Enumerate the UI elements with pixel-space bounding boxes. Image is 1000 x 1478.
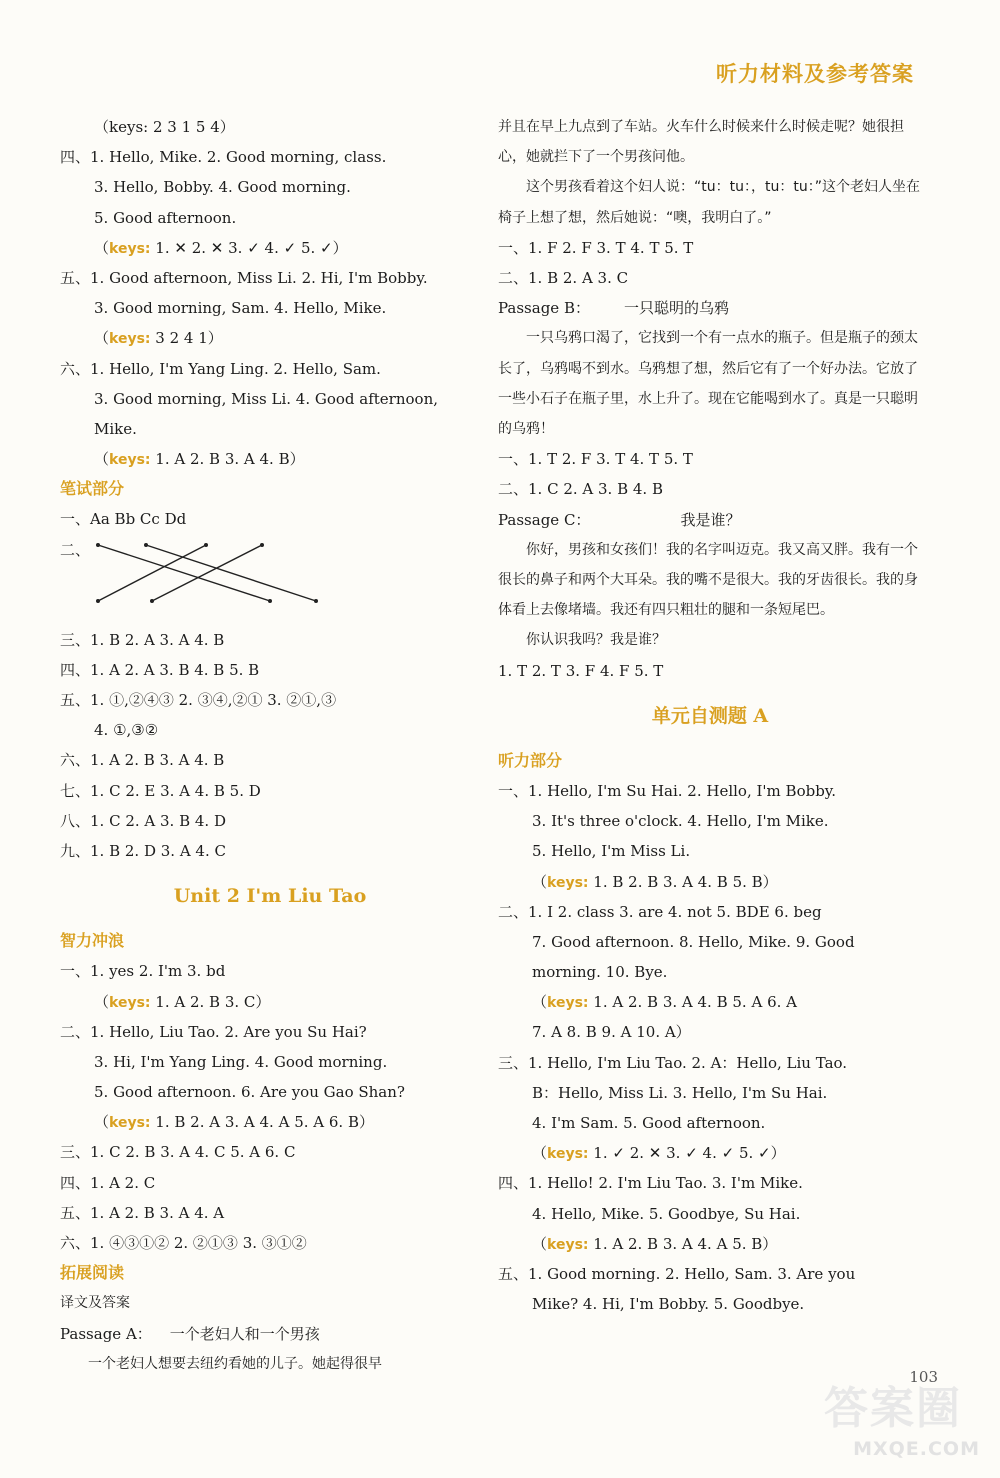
answer-line: 三、1. Hello, I'm Liu Tao. 2. A：Hello, Liu Tao. [498, 1053, 848, 1072]
watermark [810, 1370, 980, 1460]
passage-title: 我是谁？ [680, 510, 741, 529]
keys-line: （keys: 1. A 2. B 3. A 4. B） [94, 450, 305, 469]
passage-label: Passage A： [60, 1324, 152, 1343]
answer-line: 3. Hello, Bobby. 4. Good morning. [94, 178, 351, 197]
passage-title: 一只聪明的乌鸦 [623, 299, 729, 318]
answer-line: 4. I'm Sam. 5. Good afternoon. [532, 1114, 766, 1132]
answer-line: 5. Good afternoon. 6. Are you Gao Shan? [94, 1083, 405, 1102]
keys-label: keys: [547, 1236, 589, 1253]
answer-line: 3. It's three o'clock. 4. Hello, I'm Mike. [532, 812, 829, 831]
answer-line: morning. 10. Bye. [532, 963, 668, 982]
keys-value: 1. B 2. B 3. A 4. B 5. B） [588, 872, 778, 891]
passage-heading [498, 293, 922, 323]
answer-line: B：Hello, Miss Li. 3. Hello, I'm Su Hai. [532, 1083, 828, 1102]
unit-test-title: 单元自测题 A [651, 704, 769, 727]
matching-diagram [94, 535, 334, 625]
keys-line: （keys: 1. ✕ 2. ✕ 3. ✓ 4. ✓ 5. ✓） [94, 238, 348, 257]
answer-line: 二、1. I 2. class 3. are 4. not 5. BDE 6. beg [498, 902, 822, 921]
answer-line: 7. A 8. B 9. A 10. A） [532, 1023, 691, 1042]
answer-line: 3. Good morning, Sam. 4. Hello, Mike. [94, 299, 387, 318]
watermark-url: MXQE.COM [853, 1438, 980, 1460]
unit-title: Unit 2 I'm Liu Tao [173, 885, 367, 908]
answer-line: Mike. [94, 419, 137, 438]
answer-line: 7. Good afternoon. 8. Hello, Mike. 9. Good [532, 932, 855, 951]
keys-line: （keys: 3 2 4 1） [94, 329, 223, 348]
match-line [98, 545, 206, 601]
answer-line: 4. ①,③② [94, 721, 159, 740]
keys-label: keys: [109, 331, 151, 348]
keys-line: （keys: 1. A 2. B 3. A 4. B 5. A 6. A [532, 993, 797, 1012]
section-heading-extended: 拓展阅读 [60, 1263, 125, 1283]
answer-line: 五、1. ①,②④③ 2. ③④,②① 3. ②①,③ [60, 691, 337, 709]
answer-line: 六、1. A 2. B 3. A 4. B [60, 751, 225, 770]
passage-text: 一个老妇人想要去纽约看她的儿子。她起得很早 [88, 1355, 382, 1372]
keys-value: 1. A 2. B 3. A 4. A 5. B） [588, 1234, 778, 1253]
keys-label: keys: [109, 452, 151, 469]
keys-line: （keys: 1. B 2. A 3. A 4. A 5. A 6. B） [94, 1113, 374, 1132]
keys-line: （keys: 1. A 2. B 3. C） [94, 992, 271, 1011]
match-line [146, 545, 316, 601]
keys-value: 1. B 2. A 3. A 4. A 5. A 6. B） [150, 1113, 374, 1132]
answer-line: 八、1. C 2. A 3. B 4. D [60, 811, 226, 830]
keys-label: keys: [109, 1115, 151, 1132]
passage-text: 这个男孩看着这个妇人说：“tu：tu：，tu：tu：”这个老妇人坐在椅子上想了想，然后她说：“噢，我明白了。” [498, 179, 920, 226]
answer-line: 三、1. C 2. B 3. A 4. C 5. A 6. C [60, 1143, 296, 1162]
answer-line: 3. Good morning, Miss Li. 4. Good afternoon, [94, 389, 439, 408]
keys-line: （keys: 1. ✓ 2. ✕ 3. ✓ 4. ✓ 5. ✓） [532, 1144, 786, 1163]
answer-line: 3. Hi, I'm Yang Ling. 4. Good morning. [94, 1052, 388, 1071]
answer-line: 九、1. B 2. D 3. A 4. C [60, 841, 226, 860]
answer-line: 一、1. T 2. F 3. T 4. T 5. T [498, 450, 693, 469]
right-column [498, 112, 922, 1319]
keys-label: keys: [109, 240, 151, 257]
passage-title: 一个老妇人和一个男孩 [169, 1324, 320, 1343]
left-column [60, 112, 480, 1379]
answer-line: 五、1. Good afternoon, Miss Li. 2. Hi, I'm Bobby. [60, 268, 428, 287]
page-number: 103 [909, 1368, 938, 1386]
keys-value: 1. A 2. B 3. A 4. B） [150, 450, 305, 469]
keys-label: keys: [547, 1146, 589, 1163]
keys-value: 1. A 2. B 3. C） [150, 992, 271, 1011]
passage-text: 并且在早上九点到了车站。火车什么时候来什么时候走呢？她很担心，她就拦下了一个男孩问他。 [498, 119, 904, 166]
answer-line: 二、1. Hello, Liu Tao. 2. Are you Su Hai? [60, 1022, 367, 1041]
passage-text: 一只乌鸦口渴了，它找到一个有一点水的瓶子。但是瓶子的颈太长了，乌鸦喝不到水。乌鸦想了想，然后它有了一个好办法。它放了一些小石子在瓶子里，水上升了。现在它能喝到水了。真是一只聪明的乌鸦！ [498, 330, 918, 437]
answer-line: 4. Hello, Mike. 5. Goodbye, Su Hai. [532, 1204, 801, 1223]
answer-line: 四、1. Hello, Mike. 2. Good morning, class. [60, 148, 387, 167]
answer-line: 二、1. B 2. A 3. C [498, 269, 629, 287]
answer-line: 5. Hello, I'm Miss Li. [532, 842, 691, 861]
answer-line: 一、1. yes 2. I'm 3. bd [60, 962, 226, 981]
answer-line: Mike? 4. Hi, I'm Bobby. 5. Goodbye. [532, 1295, 805, 1314]
keys-value: 1. ✓ 2. ✕ 3. ✓ 4. ✓ 5. ✓） [588, 1144, 786, 1163]
passage-text: 你好，男孩和女孩们！我的名字叫迈克。我又高又胖。我有一个很长的鼻子和两个大耳朵。我的嘴不是很大。我的牙齿很长。我的身体看上去像堵墙。我还有四只粗壮的腿和一条短尾巴。 [498, 541, 918, 619]
passage-text: 你认识我吗？我是谁？ [526, 632, 666, 649]
keys-label: keys: [109, 994, 151, 1011]
keys-label: keys: [547, 874, 589, 891]
header-title: 听力材料及参考答案 [716, 62, 914, 86]
answer-line: 一、1. F 2. F 3. T 4. T 5. T [498, 238, 694, 257]
answer-line: 一、Aa Bb Cc Dd [60, 510, 187, 529]
answer-line: 七、1. C 2. E 3. A 4. B 5. D [60, 781, 261, 800]
keys-value: 1. A 2. B 3. A 4. B 5. A 6. A [588, 993, 797, 1012]
answer-line: 三、1. B 2. A 3. A 4. B [60, 630, 225, 649]
keys-label: keys: [547, 995, 589, 1012]
section-heading-written: 笔试部分 [60, 479, 125, 499]
matching-label: 二、 [60, 540, 91, 559]
section-heading-brain: 智力冲浪 [60, 931, 125, 951]
answer-line: 六、1. Hello, I'm Yang Ling. 2. Hello, Sam. [60, 359, 381, 378]
answer-line: 1. T 2. T 3. F 4. F 5. T [498, 661, 664, 680]
keys-line: （keys: 1. B 2. B 3. A 4. B 5. B） [532, 872, 778, 891]
answer-line: 四、1. A 2. C [60, 1173, 156, 1192]
answer-line: 五、1. Good morning. 2. Hello, Sam. 3. Are you [498, 1264, 856, 1283]
keys-value: 1. ✕ 2. ✕ 3. ✓ 4. ✓ 5. ✓） [150, 238, 348, 257]
keys-value: 3 2 4 1） [150, 329, 223, 348]
passage-heading [60, 1319, 480, 1349]
answer-line: 五、1. A 2. B 3. A 4. A [60, 1203, 225, 1222]
answer-line: 一、1. Hello, I'm Su Hai. 2. Hello, I'm Bobby. [498, 781, 837, 800]
answer-line: 二、1. C 2. A 3. B 4. B [498, 480, 663, 499]
matching-lines [60, 535, 480, 625]
watermark-logo: 答案圈 [824, 1383, 962, 1434]
answer-line: 四、1. A 2. A 3. B 4. B 5. B [60, 660, 260, 679]
answer-line: 四、1. Hello! 2. I'm Liu Tao. 3. I'm Mike. [498, 1174, 803, 1193]
keys-line: （keys: 1. A 2. B 3. A 4. A 5. B） [532, 1234, 778, 1253]
answer-line: 译文及答案 [60, 1295, 130, 1312]
passage-heading [498, 505, 922, 535]
answer-line: 5. Good afternoon. [94, 208, 237, 227]
passage-label: Passage C： [498, 510, 591, 529]
answer-line: 六、1. ④③①② 2. ②①③ 3. ③①② [60, 1234, 307, 1252]
passage-label: Passage B： [498, 299, 590, 318]
answer-line: （keys: 2 3 1 5 4） [94, 118, 235, 136]
section-heading-listening: 听力部分 [498, 750, 563, 770]
